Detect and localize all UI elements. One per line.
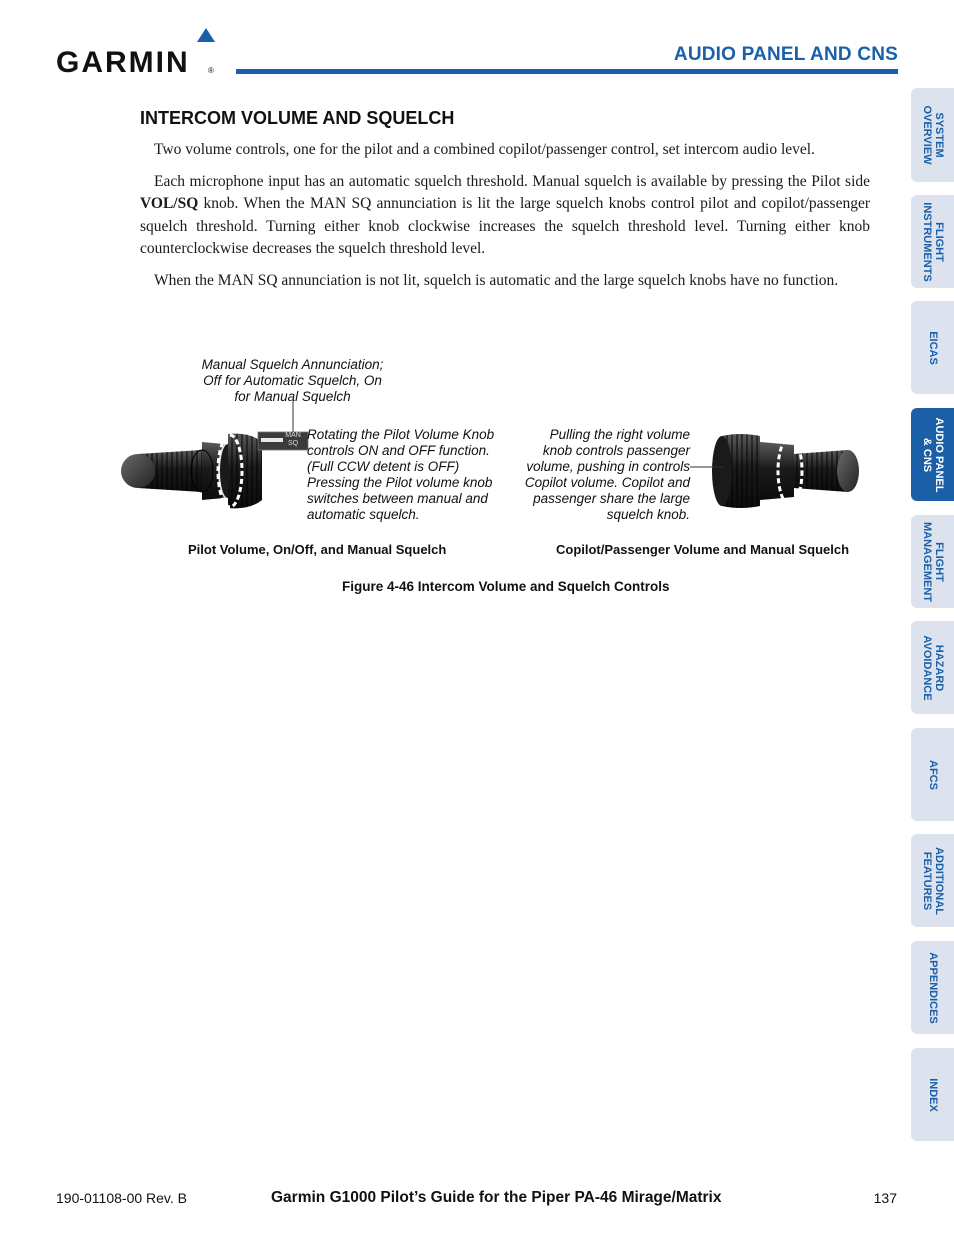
pilot-volume-knob-icon — [121, 434, 262, 509]
pilot-caption: Pilot Volume, On/Off, and Manual Squelch — [188, 542, 447, 557]
tab-system-overview[interactable] — [911, 88, 954, 182]
tab-label: FLIGHT INSTRUMENTS — [920, 201, 945, 282]
tab-label: SYSTEM OVERVIEW — [920, 105, 945, 165]
figure-title: Figure 4-46 Intercom Volume and Squelch Controls — [342, 579, 670, 594]
registered-mark: ® — [208, 66, 214, 75]
document-number: 190-01108-00 Rev. B — [56, 1190, 188, 1206]
tab-hazard-avoidance[interactable] — [911, 621, 954, 714]
annunciation-callout: Manual Squelch Annunciation; Off for Automatic Squelch, On for Manual Squelch — [201, 357, 384, 404]
tab-afcs[interactable] — [911, 728, 954, 821]
tab-label: AFCS — [926, 759, 939, 790]
man-sq-annunciator-text — [281, 432, 305, 448]
tab-label: ADDITIONAL FEATURES — [920, 846, 945, 915]
figure-intercom-controls — [110, 350, 870, 605]
pilot-knob-callout: Rotating the Pilot Volume Knob controls ON and OFF function. (Full CCW detent is OFF) Pressing the Pilot volume knob switches between manual and automatic squelch. — [307, 427, 495, 522]
annunciator-man-label: MAN — [285, 432, 301, 439]
tab-label: INDEX — [926, 1077, 939, 1112]
paragraph-2-after: knob. When the MAN SQ annunciation is lit the large squelch knobs control pilot and copilot/passenger squelch threshold. Turning either knob clockwise increases the squelch threshold level. Turning either knob counterclockwise decreases the squelch threshold level. — [140, 195, 870, 257]
paragraph-2-before: Each microphone input has an automatic squelch threshold. Manual squelch is available by pressing the Pilot side — [154, 172, 870, 190]
vol-sq-knob-label: VOL/SQ — [140, 195, 199, 212]
tab-appendices[interactable] — [911, 941, 954, 1034]
tab-additional-features[interactable] — [911, 834, 954, 927]
garmin-logo-text: GARMIN — [56, 46, 190, 79]
tab-audio-panel-cns[interactable] — [911, 408, 954, 501]
paragraph-1: Two volume controls, one for the pilot and a combined copilot/passenger control, set intercom audio level. — [154, 141, 815, 158]
tab-label: EICAS — [926, 330, 939, 365]
tab-eicas[interactable] — [911, 301, 954, 394]
tab-flight-management[interactable] — [911, 515, 954, 608]
copilot-knob-callout: Pulling the right volume knob controls passenger volume, pushing in controls Copilot volume. Copilot and passenger share the large squelch knob. — [524, 427, 690, 522]
page-number: 137 — [873, 1190, 897, 1206]
annunciator-sq-label: SQ — [287, 440, 299, 447]
section-heading: INTERCOM VOLUME AND SQUELCH — [140, 108, 455, 128]
garmin-triangle-icon — [197, 28, 215, 42]
main-content — [140, 108, 870, 301]
tab-index[interactable] — [911, 1048, 954, 1141]
garmin-logo — [56, 28, 221, 79]
document-title: Garmin G1000 Pilot’s Guide for the Piper PA-46 Mirage/Matrix — [271, 1189, 722, 1206]
paragraph-2 — [140, 171, 870, 261]
section-title: AUDIO PANEL AND CNS — [673, 44, 898, 65]
copilot-caption: Copilot/Passenger Volume and Manual Squelch — [556, 542, 850, 557]
copilot-volume-knob-icon — [712, 434, 859, 508]
tab-label: AUDIO PANEL & CNS — [920, 417, 945, 492]
paragraph-3: When the MAN SQ annunciation is not lit, squelch is automatic and the large squelch knobs have no function. — [154, 271, 839, 289]
header-rule — [236, 69, 898, 74]
tab-flight-instruments[interactable] — [911, 195, 954, 288]
tab-label: FLIGHT MANAGEMENT — [920, 521, 945, 602]
tab-label: HAZARD AVOIDANCE — [920, 634, 945, 701]
tab-label: APPENDICES — [926, 951, 939, 1024]
